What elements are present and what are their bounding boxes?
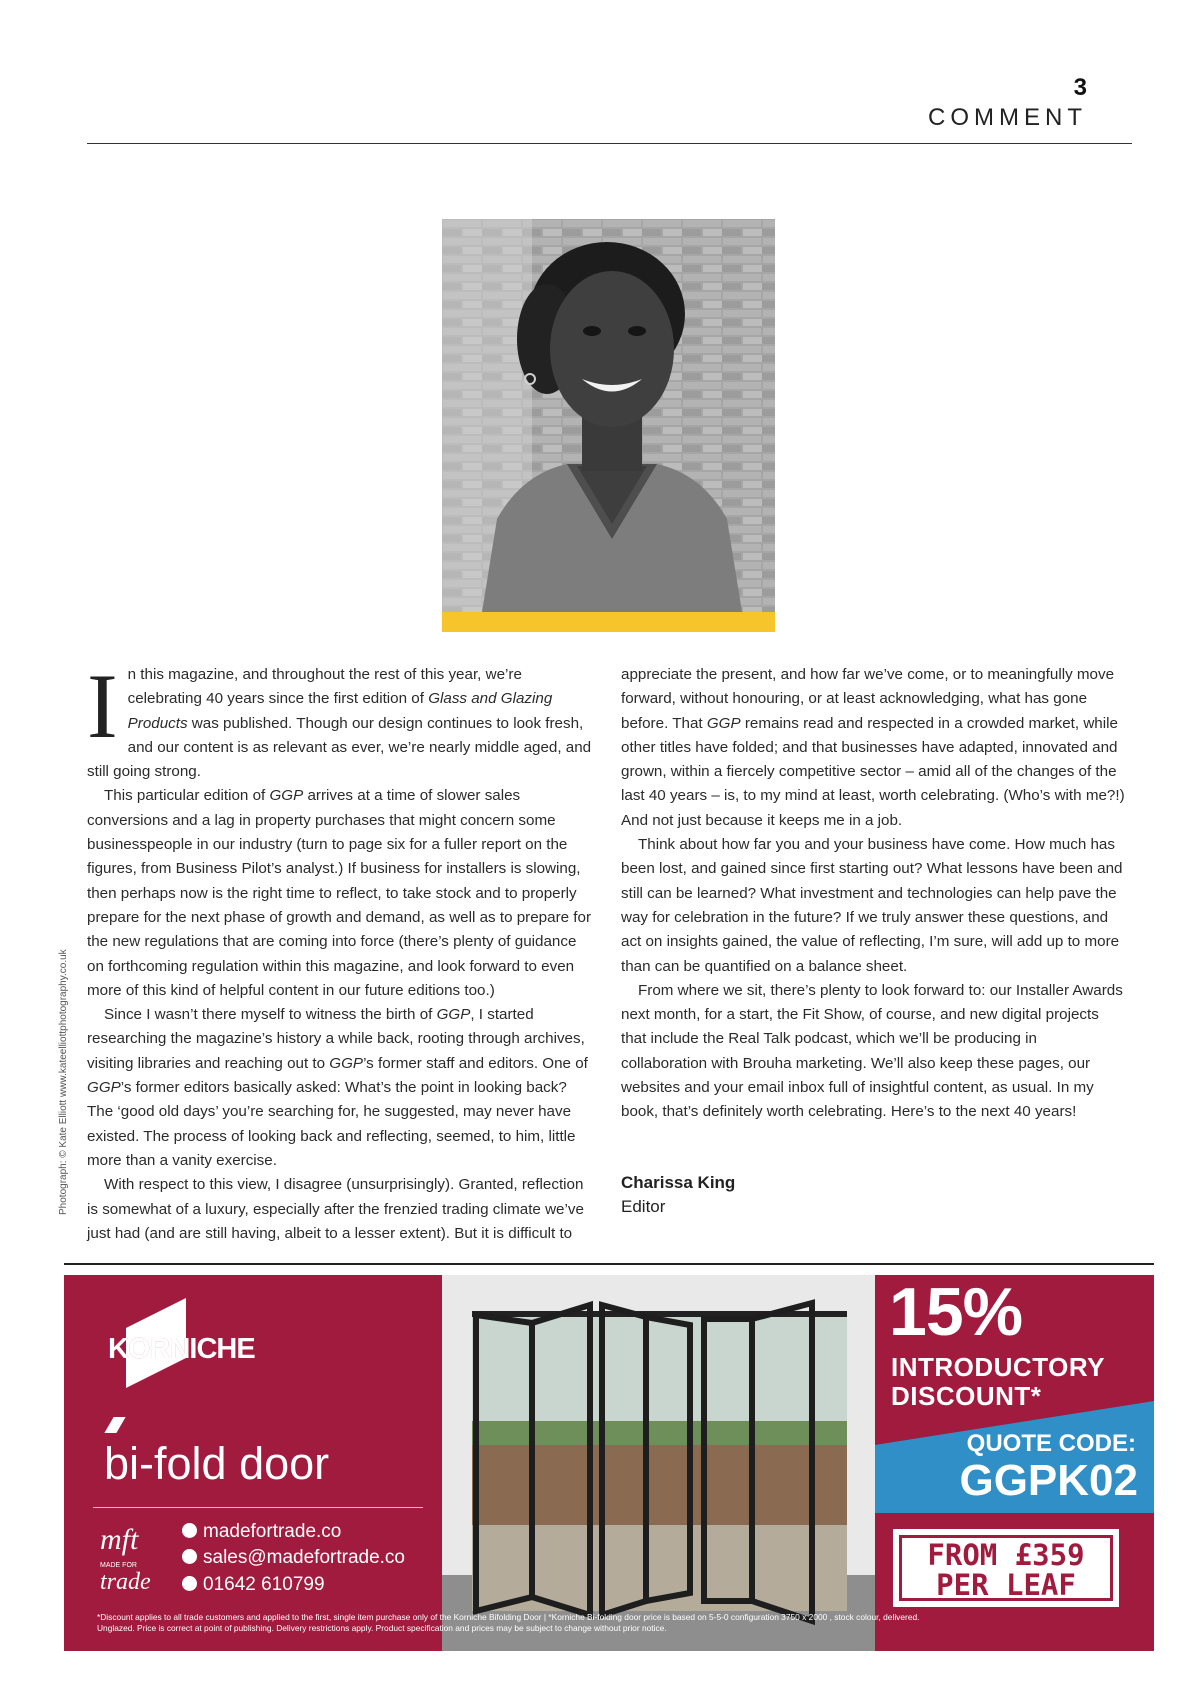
bifold-door-illustration — [442, 1275, 875, 1651]
phone-text: 01642 610799 — [203, 1574, 325, 1595]
magazine-title: Glass and Glazing Products — [127, 690, 553, 732]
magazine-abbrev: GGP — [329, 1054, 364, 1072]
mft-logo-mark: mft — [100, 1523, 139, 1556]
price-line-1: FROM £359 — [927, 1538, 1085, 1572]
text-run: , I started researching the magazine’s history a while back, rooting through archives, visiting libraries and reaching out to — [87, 1006, 585, 1072]
magazine-abbrev: GGP — [269, 787, 304, 805]
chat-icon — [182, 1549, 197, 1564]
discount-line-1: INTRODUCTORY — [891, 1352, 1105, 1382]
header-rule — [87, 143, 1132, 144]
product-name: bi-fold door — [104, 1438, 330, 1489]
brand-name — [108, 1333, 255, 1366]
page-number: 3 — [1073, 74, 1087, 101]
globe-icon — [182, 1523, 197, 1538]
ad-divider — [93, 1507, 423, 1508]
text-run: remains read and respected in a crowded market, while other titles have folded; and that businesses have adapted, innovated and grown, within a fiercely competitive sector – amid all of the changes of the last 40 years – is, to my mind at least, worth celebrating. (Who’s with me?!) And not just because it keeps me in a job. — [621, 714, 1125, 829]
quote-code: GGPK02 — [959, 1456, 1138, 1505]
editor-portrait — [442, 219, 775, 612]
article-paragraph: From where we sit, there’s plenty to look forward to: our Installer Awards next month, for a start, the Fit Show, of course, and new digital projects that include the Real Talk podcast, which we’ll be producing in collaboration with Brouha marketing. We’ll also keep these pages, our websites and your email inbox full of insightful content, as usual. In my book, that’s definitely worth celebrating. Here’s to the next 40 years! — [621, 981, 1123, 1121]
signature-name: Charissa King — [621, 1173, 736, 1192]
phone-link[interactable] — [182, 1574, 325, 1596]
article-paragraph: Think about how far you and your business have come. How much has been lost, and gained since first starting out? What lessons have been and still can be learned? What investment and technologies can help pave the way for celebration in the future? If we truly answer these questions, and act on insights gained, the value of reflecting, I’m sure, will add up to more than can be quantified on a balance sheet. — [621, 836, 1123, 975]
magazine-abbrev: GGP — [87, 1079, 121, 1097]
portrait-illustration — [442, 219, 775, 612]
mft-logo-subtitle: MADE FOR — [100, 1562, 137, 1569]
text-run: was published. Though our design continues to look fresh, and our content is as relevant as ever, we’re nearly middle aged, and still going strong. — [87, 714, 592, 781]
article-column-left — [87, 655, 592, 1246]
website-link[interactable] — [182, 1521, 341, 1543]
ad-top-rule — [64, 1263, 1154, 1265]
email-text: sales@madefortrade.co — [203, 1547, 405, 1568]
text-run: Since I wasn’t there myself to witness the birth of — [104, 1006, 437, 1024]
price-stamp — [893, 1529, 1119, 1607]
drop-cap: I — [87, 655, 118, 757]
text-run: n this magazine, and throughout the rest of this year, we’re celebrating 40 years since the first edition of — [127, 666, 522, 708]
text-run: appreciate the present, and how far we’ve come, or to meaningfully move forward, without honouring, or at least acknowledging, what has gone before. That — [621, 666, 1115, 732]
text-run: ’s former editors basically asked: What’s the point in looking back? The ‘good old days’ you’re searching for, he suggested, may never have existed. The process of looking back and reflecting, seemed, to him, little more than a vanity exercise. — [87, 1079, 576, 1169]
article-paragraph — [87, 1003, 592, 1173]
article-paragraph: With respect to this view, I disagree (unsurprisingly). Granted, reflection is somewhat of a luxury, especially after the frenzied trading climate we’ve just had (and are still having, albeit to a lesser extent). But it is difficult to — [87, 1176, 584, 1242]
article-column-right — [621, 663, 1126, 1125]
text-run: arrives at a time of slower sales conversions and a lag in property purchases that might concern some businesspeople in our industry (turn to page six for a fuller report on the figures, from Business Pilot’s analyst.) If business for installers is slowing, then perhaps now is the right time to reflect, to take stock and to properly prepare for the next phase of growth and demand, as well as to prepare for the new regulations that are coming into force (there’s plenty of guidance on forthcoming regulation within this magazine, and look forward to even more of this kind of helpful content in our future editions too.) — [87, 787, 592, 999]
text-run: ’s former staff and editors. One of — [363, 1054, 588, 1072]
signature-role: Editor — [621, 1197, 666, 1216]
website-text: madefortrade.co — [203, 1521, 342, 1542]
discount-line-2: DISCOUNT* — [891, 1381, 1042, 1411]
ad-disclaimer: *Discount applies to all trade customers and applied to the first, single item purchase only of the Korniche Bifolding Door | *Korniche Bi-folding door price is based on 5-5-0 configuration 3750 x 2000 , stock colour, delivered. Unglazed. Price is correct at point of publishing. Delivery restrictions apply. Product specification and prices may be subject to change without prior notice. — [97, 1612, 920, 1633]
korniche-advert[interactable] — [64, 1275, 1154, 1651]
article-paragraph — [87, 784, 592, 1003]
made-for-trade-logo — [100, 1525, 170, 1605]
magazine-abbrev: GGP — [436, 1006, 471, 1024]
photo-credit: Photograph: © Kate Elliott www.kateelliottphotography.co.uk — [58, 949, 69, 1215]
quote-code-label: QUOTE CODE: — [966, 1430, 1136, 1457]
phone-icon — [182, 1576, 197, 1591]
mft-logo-word: trade — [100, 1569, 151, 1595]
discount-percent: 15% — [889, 1275, 1023, 1350]
section-title: COMMENT — [928, 104, 1087, 131]
portrait-accent-bar — [442, 612, 775, 632]
article-paragraph — [87, 655, 592, 784]
magazine-abbrev: GGP — [706, 714, 741, 732]
bifold-door-photo — [442, 1275, 875, 1651]
price-line-2: PER LEAF — [936, 1568, 1076, 1602]
slash-mark — [104, 1417, 125, 1433]
ad-brand-panel — [64, 1275, 442, 1651]
text-run: This particular edition of — [104, 787, 270, 805]
article-paragraph — [621, 663, 1126, 833]
brand-name-text: KORNICHE — [108, 1333, 255, 1365]
email-link[interactable] — [182, 1547, 405, 1569]
ad-offer-panel — [875, 1275, 1154, 1651]
